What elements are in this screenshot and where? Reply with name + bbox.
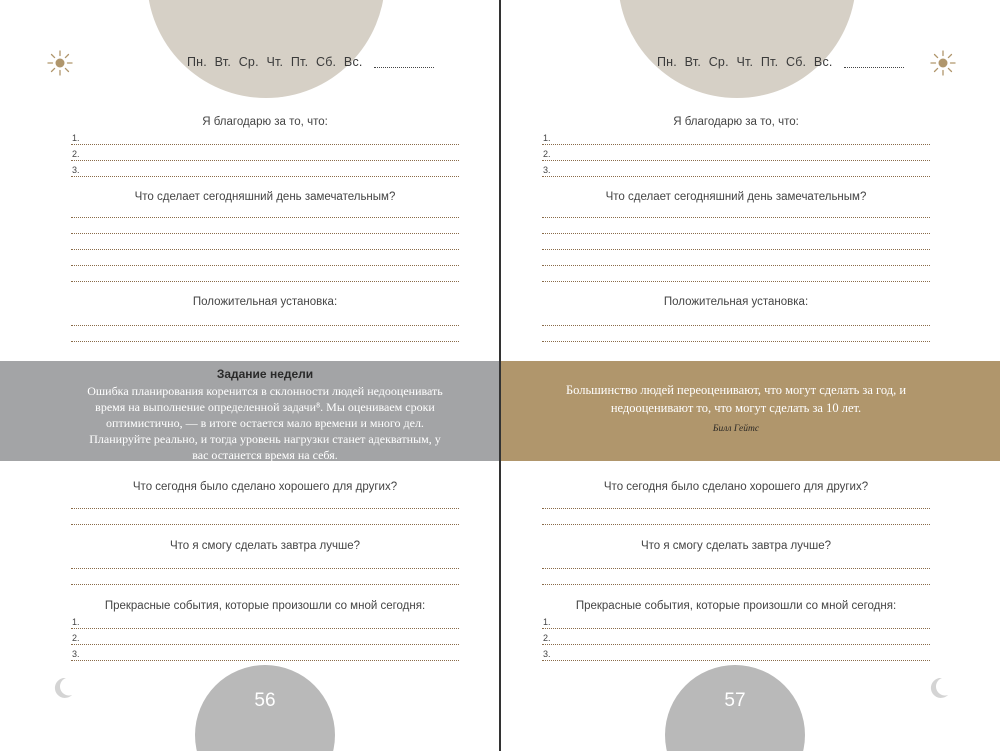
weekly-task-text: Ошибка планирования коренится в склонности людей недооценивать время на выполнение определенной задачи⁸. Мы оцениваем сроки оптимистично, — в итоге остается мало времени и много дел. Планируйте реально, и тогда уровень нагрузки станет адекватным, у вас останется время на себя. [87, 384, 443, 462]
events-line-2[interactable] [71, 644, 459, 645]
wonderful-day-line-2[interactable] [542, 233, 930, 234]
quote-author: Билл Гейтс [712, 424, 760, 434]
weekday-tue[interactable]: Вт. [684, 55, 701, 69]
weekday-selector [657, 55, 837, 69]
decorative-top-circle [618, 0, 856, 98]
wonderful-day-line-4[interactable] [542, 265, 930, 266]
list-number: 3. [72, 165, 80, 175]
better-tomorrow-line-1[interactable] [71, 568, 459, 569]
good-for-others-line-2[interactable] [542, 524, 930, 525]
moon-icon [928, 676, 950, 700]
date-field[interactable] [374, 67, 434, 68]
grateful-line-2[interactable] [542, 160, 930, 161]
list-number: 1. [543, 133, 551, 143]
weekday-sun[interactable]: Вс. [813, 55, 833, 69]
list-number: 2. [72, 149, 80, 159]
wonderful-day-line-2[interactable] [71, 233, 459, 234]
left-page [0, 0, 499, 751]
grateful-line-3[interactable] [71, 176, 459, 177]
weekday-sat[interactable]: Сб. [785, 55, 807, 69]
grateful-line-1[interactable] [71, 144, 459, 145]
sun-icon [47, 50, 73, 76]
list-number: 1. [543, 617, 551, 627]
page-number: 57 [724, 690, 746, 711]
affirmation-line-1[interactable] [542, 325, 930, 326]
events-line-1[interactable] [542, 628, 930, 629]
prompt-better-tomorrow: Что я смогу сделать завтра лучше? [640, 540, 832, 552]
page-number: 56 [254, 690, 276, 711]
prompt-better-tomorrow: Что я смогу сделать завтра лучше? [169, 540, 361, 552]
good-for-others-line-1[interactable] [542, 508, 930, 509]
weekday-thu[interactable]: Чт. [736, 55, 754, 69]
weekday-mon[interactable]: Пн. [187, 55, 207, 69]
prompt-beautiful-events: Прекрасные события, которые произошли со мной сегодня: [104, 600, 426, 612]
good-for-others-line-2[interactable] [71, 524, 459, 525]
right-page [501, 0, 1000, 751]
events-line-3[interactable] [71, 660, 459, 661]
prompt-affirmation: Положительная установка: [192, 296, 338, 308]
grateful-line-1[interactable] [542, 144, 930, 145]
weekday-sat[interactable]: Сб. [315, 55, 337, 69]
list-number: 2. [543, 149, 551, 159]
grateful-line-3[interactable] [542, 176, 930, 177]
better-tomorrow-line-2[interactable] [542, 584, 930, 585]
prompt-good-for-others: Что сегодня было сделано хорошего для других? [603, 481, 869, 493]
better-tomorrow-line-1[interactable] [542, 568, 930, 569]
list-number: 1. [72, 617, 80, 627]
wonderful-day-line-1[interactable] [71, 217, 459, 218]
weekday-selector [187, 55, 367, 69]
events-line-1[interactable] [71, 628, 459, 629]
weekday-wed[interactable]: Ср. [708, 55, 729, 69]
better-tomorrow-line-2[interactable] [71, 584, 459, 585]
weekday-sun[interactable]: Вс. [343, 55, 363, 69]
list-number: 2. [72, 633, 80, 643]
prompt-affirmation: Положительная установка: [663, 296, 809, 308]
weekday-tue[interactable]: Вт. [214, 55, 231, 69]
weekly-task-title: Задание недели [216, 367, 314, 381]
wonderful-day-line-3[interactable] [542, 249, 930, 250]
prompt-grateful: Я благодарю за то, что: [673, 116, 799, 128]
moon-icon [52, 676, 74, 700]
prompt-good-for-others: Что сегодня было сделано хорошего для других? [132, 481, 398, 493]
weekly-task-band [0, 361, 499, 461]
wonderful-day-line-1[interactable] [542, 217, 930, 218]
prompt-grateful: Я благодарю за то, что: [202, 116, 328, 128]
decorative-top-circle [147, 0, 385, 98]
prompt-wonderful-day: Что сделает сегодняшний день замечательным? [134, 191, 396, 203]
list-number: 3. [543, 165, 551, 175]
quote-band [501, 361, 1000, 461]
grateful-line-2[interactable] [71, 160, 459, 161]
weekday-fri[interactable]: Пт. [290, 55, 309, 69]
list-number: 3. [543, 649, 551, 659]
weekday-wed[interactable]: Ср. [238, 55, 259, 69]
wonderful-day-line-5[interactable] [542, 281, 930, 282]
events-line-2[interactable] [542, 644, 930, 645]
weekday-mon[interactable]: Пн. [657, 55, 677, 69]
wonderful-day-line-5[interactable] [71, 281, 459, 282]
good-for-others-line-1[interactable] [71, 508, 459, 509]
affirmation-line-2[interactable] [71, 341, 459, 342]
list-number: 2. [543, 633, 551, 643]
affirmation-line-2[interactable] [542, 341, 930, 342]
events-line-3[interactable] [542, 660, 930, 661]
weekday-fri[interactable]: Пт. [760, 55, 779, 69]
sun-icon [930, 50, 956, 76]
list-number: 3. [72, 649, 80, 659]
prompt-beautiful-events: Прекрасные события, которые произошли со мной сегодня: [575, 600, 897, 612]
affirmation-line-1[interactable] [71, 325, 459, 326]
date-field[interactable] [844, 67, 904, 68]
wonderful-day-line-3[interactable] [71, 249, 459, 250]
list-number: 1. [72, 133, 80, 143]
weekday-thu[interactable]: Чт. [266, 55, 284, 69]
wonderful-day-line-4[interactable] [71, 265, 459, 266]
prompt-wonderful-day: Что сделает сегодняшний день замечательным? [605, 191, 867, 203]
quote-text: Большинство людей переоценивают, что могут сделать за год, и недооценивают то, что могут сделать за 10 лет. [565, 383, 907, 415]
